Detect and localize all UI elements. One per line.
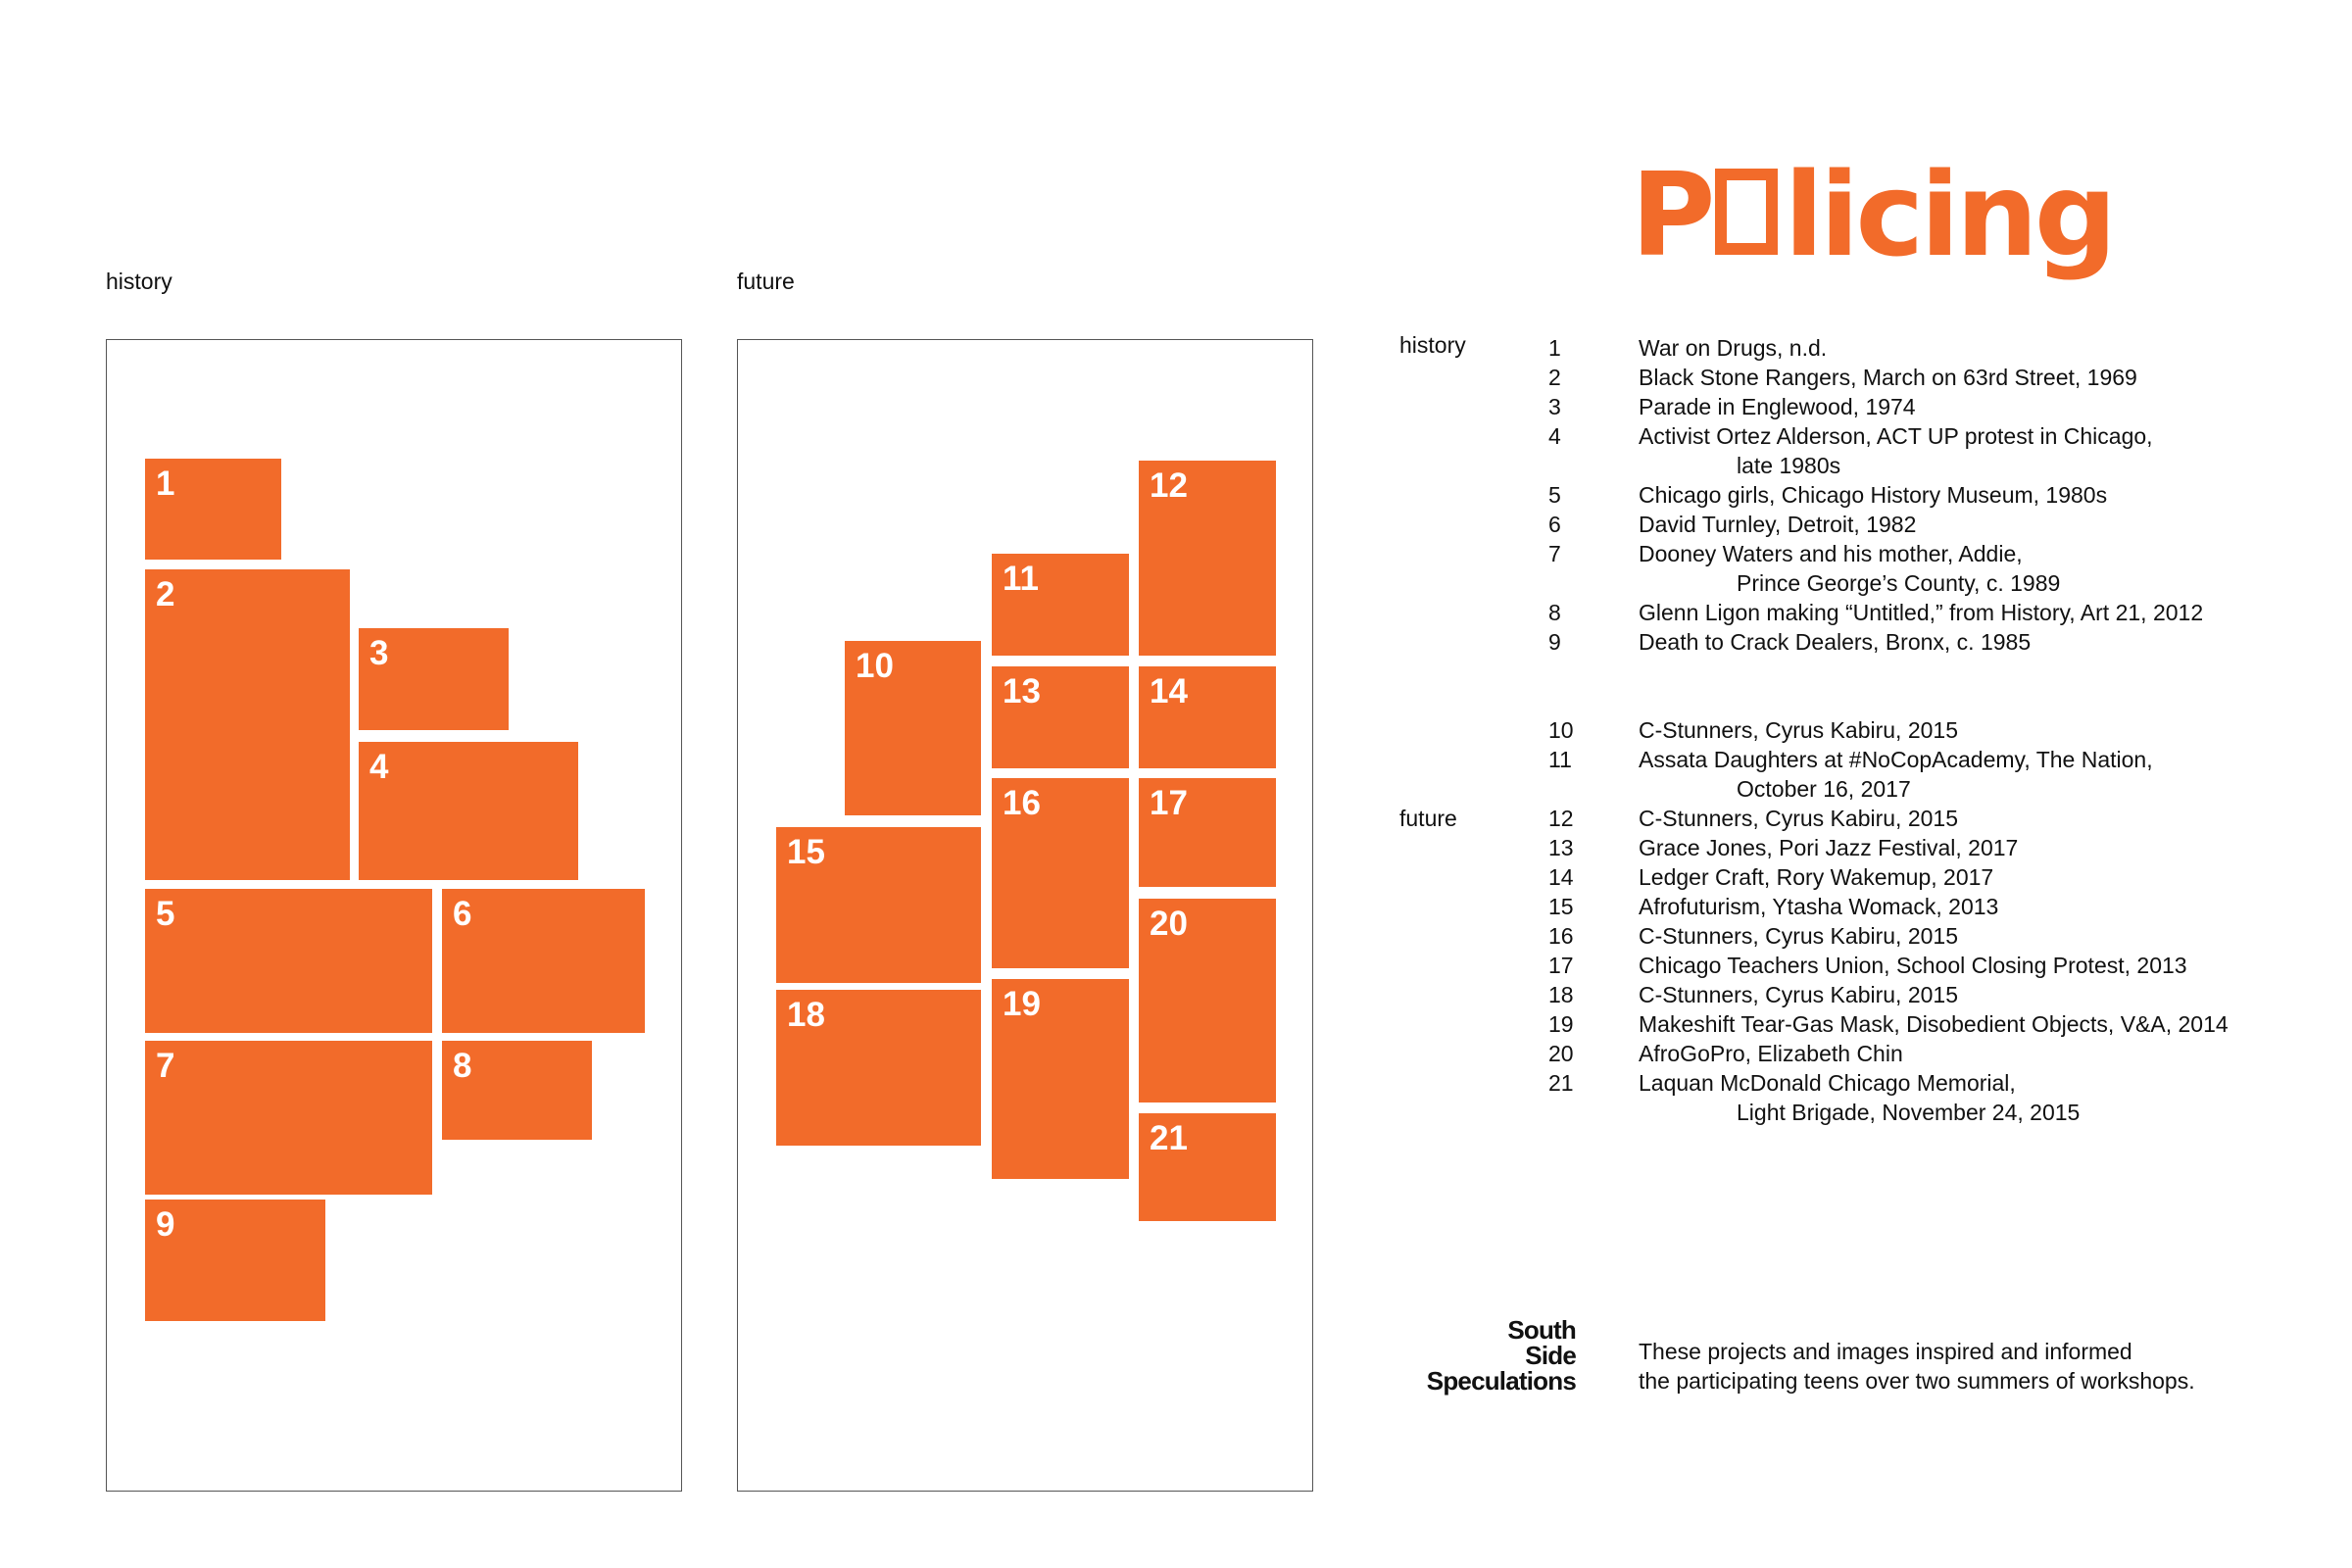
logo-line-2: Side — [1525, 1341, 1576, 1370]
caption-number: 4 — [1548, 423, 1561, 449]
caption-number: 14 — [1548, 864, 1574, 890]
caption-continuation: Light Brigade, November 24, 2015 — [1737, 1100, 2081, 1125]
tile-12[interactable]: 12 — [1139, 461, 1276, 656]
tile-18[interactable]: 18 — [776, 990, 981, 1146]
tile-19[interactable]: 19 — [992, 979, 1129, 1179]
caption-text: Activist Ortez Alderson, ACT UP protest in Chicago, — [1639, 423, 2153, 449]
tile-13[interactable]: 13 — [992, 666, 1129, 768]
caption-number: 3 — [1548, 394, 1561, 419]
caption-number: 18 — [1548, 982, 1574, 1007]
caption-number: 10 — [1548, 717, 1574, 743]
caption-number: 19 — [1548, 1011, 1574, 1037]
tile-20[interactable]: 20 — [1139, 899, 1276, 1102]
caption-text: C-Stunners, Cyrus Kabiru, 2015 — [1639, 717, 1958, 743]
title-rest: licing — [1784, 147, 2114, 282]
tile-3[interactable]: 3 — [359, 628, 509, 730]
tile-14[interactable]: 14 — [1139, 666, 1276, 768]
tile-2[interactable]: 2 — [145, 569, 350, 880]
caption-text: David Turnley, Detroit, 1982 — [1639, 512, 1917, 537]
caption-number: 6 — [1548, 512, 1561, 537]
tile-9[interactable]: 9 — [145, 1200, 325, 1321]
tile-21[interactable]: 21 — [1139, 1113, 1276, 1221]
caption-number: 1 — [1548, 335, 1561, 361]
caption-text: Chicago Teachers Union, School Closing Protest, 2013 — [1639, 953, 2187, 978]
history-panel — [106, 339, 682, 1492]
caption-number: 16 — [1548, 923, 1574, 949]
caption-number: 20 — [1548, 1041, 1574, 1066]
caption-number: 21 — [1548, 1070, 1574, 1096]
caption-text: Afrofuturism, Ytasha Womack, 2013 — [1639, 894, 1999, 919]
footnote — [1639, 1337, 2195, 1396]
caption-number: 11 — [1548, 747, 1572, 772]
caption-text: Dooney Waters and his mother, Addie, — [1639, 541, 2023, 566]
future-panel — [737, 339, 1313, 1492]
square-o-glyph — [1715, 169, 1778, 255]
tile-1[interactable]: 1 — [145, 459, 281, 560]
tile-8[interactable]: 8 — [442, 1041, 592, 1140]
caption-text: AfroGoPro, Elizabeth Chin — [1639, 1041, 1903, 1066]
caption-text: C-Stunners, Cyrus Kabiru, 2015 — [1639, 923, 1958, 949]
tile-4[interactable]: 4 — [359, 742, 578, 880]
caption-text: War on Drugs, n.d. — [1639, 335, 1828, 361]
caption-text: Laquan McDonald Chicago Memorial, — [1639, 1070, 2016, 1096]
caption-continuation: October 16, 2017 — [1737, 776, 1911, 802]
caption-number: 7 — [1548, 541, 1561, 566]
caption-number: 17 — [1548, 953, 1574, 978]
caption-continuation: Prince George’s County, c. 1989 — [1737, 570, 2061, 596]
tile-16[interactable]: 16 — [992, 778, 1129, 968]
future-panel-label: future — [737, 269, 795, 294]
title-initial: P — [1631, 147, 1712, 282]
tile-15[interactable]: 15 — [776, 827, 981, 983]
tile-7[interactable]: 7 — [145, 1041, 432, 1195]
caption-text: Ledger Craft, Rory Wakemup, 2017 — [1639, 864, 1994, 890]
caption-text: C-Stunners, Cyrus Kabiru, 2015 — [1639, 982, 1958, 1007]
caption-number: 13 — [1548, 835, 1574, 860]
caption-text: C-Stunners, Cyrus Kabiru, 2015 — [1639, 806, 1958, 831]
captions-future-label: future — [1399, 806, 1457, 831]
caption-number: 15 — [1548, 894, 1574, 919]
caption-text: Black Stone Rangers, March on 63rd Street, 1969 — [1639, 365, 2137, 390]
logo-line-3: Speculations — [1426, 1366, 1576, 1396]
caption-text: Makeshift Tear-Gas Mask, Disobedient Objects, V&A, 2014 — [1639, 1011, 2229, 1037]
caption-text: Assata Daughters at #NoCopAcademy, The Nation, — [1639, 747, 2153, 772]
caption-text: Grace Jones, Pori Jazz Festival, 2017 — [1639, 835, 2019, 860]
caption-text: Death to Crack Dealers, Bronx, c. 1985 — [1639, 629, 2032, 655]
tile-10[interactable]: 10 — [845, 641, 981, 815]
history-panel-label: history — [106, 269, 172, 294]
logo-line-1: South — [1507, 1315, 1576, 1345]
tile-5[interactable]: 5 — [145, 889, 432, 1033]
tile-17[interactable]: 17 — [1139, 778, 1276, 887]
caption-number: 12 — [1548, 806, 1574, 831]
caption-text: Parade in Englewood, 1974 — [1639, 394, 1916, 419]
tile-6[interactable]: 6 — [442, 889, 645, 1033]
page-title — [1631, 147, 2114, 282]
footnote-line-1: These projects and images inspired and informed — [1639, 1339, 2132, 1364]
caption-number: 8 — [1548, 600, 1561, 625]
south-side-speculations-logo — [1352, 1317, 1576, 1394]
caption-continuation: late 1980s — [1737, 453, 1841, 478]
caption-text: Glenn Ligon making “Untitled,” from History, Art 21, 2012 — [1639, 600, 2204, 625]
caption-text: Chicago girls, Chicago History Museum, 1980s — [1639, 482, 2108, 508]
tile-11[interactable]: 11 — [992, 554, 1129, 656]
captions-history-label: history — [1399, 332, 1466, 358]
footnote-line-2: the participating teens over two summers of workshops. — [1639, 1368, 2195, 1394]
caption-number: 2 — [1548, 365, 1561, 390]
caption-number: 5 — [1548, 482, 1561, 508]
caption-number: 9 — [1548, 629, 1561, 655]
